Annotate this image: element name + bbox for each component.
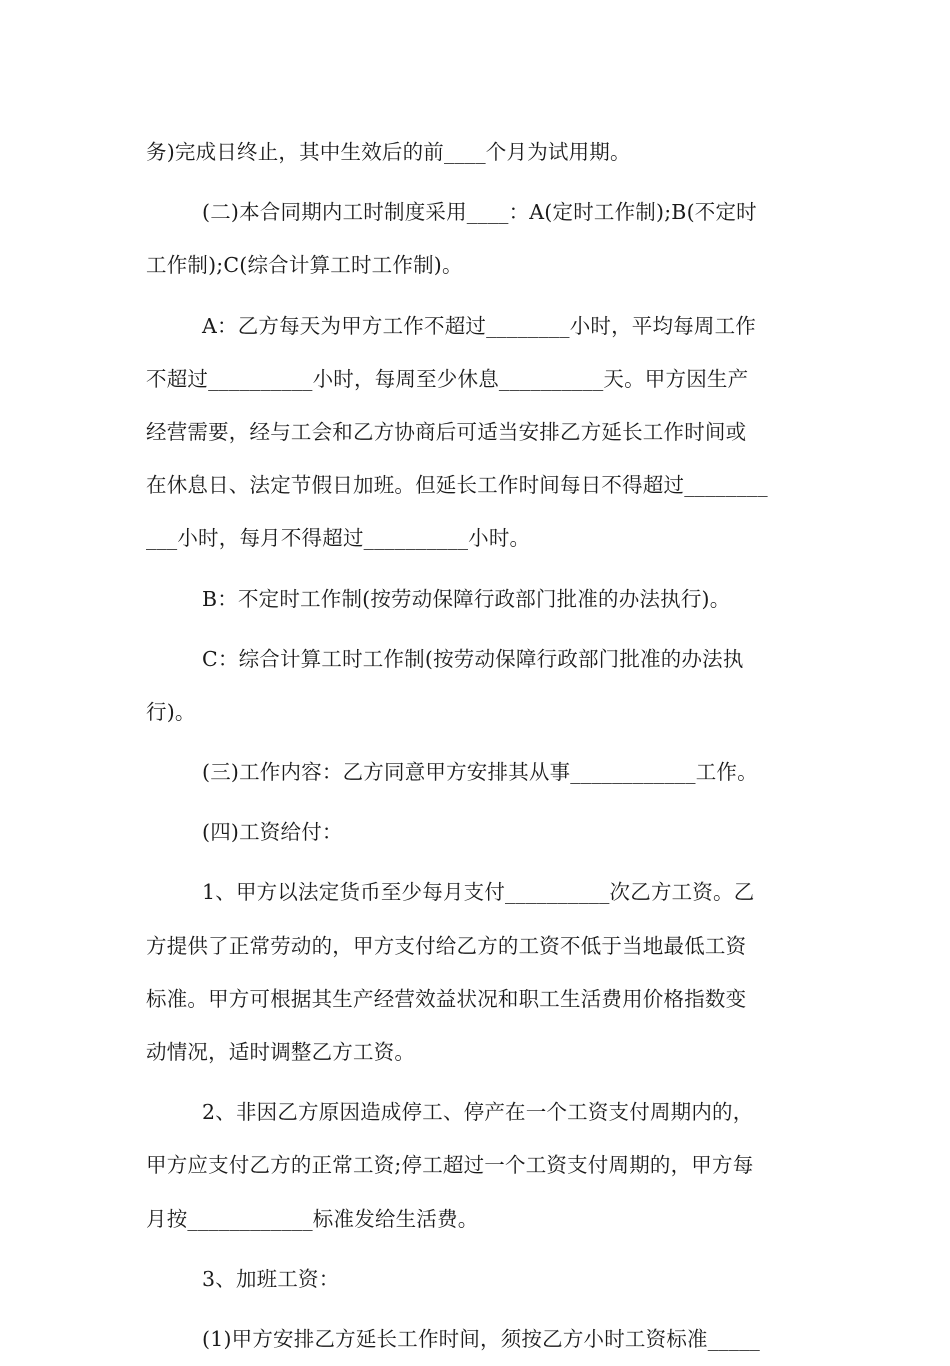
text-line: 在休息日、法定节假日加班。但延长工作时间每日不得超过________	[146, 473, 768, 498]
paragraph-option-c: C：综合计算工时工作制(按劳动保障行政部门批准的办法执	[202, 646, 744, 671]
text-line: 经营需要，经与工会和乙方协商后可适当安排乙方延长工作时间或	[146, 419, 747, 444]
text-line: 月按____________标准发给生活费。	[146, 1206, 479, 1231]
paragraph-work-hours-system: (二)本合同期内工时制度采用____：A(定时工作制);B(不定时	[202, 200, 757, 225]
text-line: 动情况，适时调整乙方工资。	[146, 1040, 416, 1064]
paragraph-overtime-item-1: (1)甲方安排乙方延长工作时间，须按乙方小时工资标准_____	[202, 1326, 760, 1351]
contract-body	[146, 126, 808, 1366]
paragraph-wage-item-1: 1、甲方以法定货币至少每月支付__________次乙方工资。乙	[202, 880, 755, 905]
paragraph-wage-item-2: 2、非因乙方原因造成停工、停产在一个工资支付周期内的，	[202, 1100, 754, 1125]
paragraph-wage-payment-heading: (四)工资给付：	[202, 820, 343, 845]
paragraph-option-b: B：不定时工作制(按劳动保障行政部门批准的办法执行)。	[202, 586, 731, 611]
text-line: 务)完成日终止，其中生效后的前____个月为试用期。	[146, 140, 631, 164]
text-line: 标准。甲方可根据其生产经营效益状况和职工生活费用价格指数变	[146, 986, 747, 1011]
paragraph-overtime-heading: 3、加班工资：	[202, 1266, 340, 1291]
text-line: ___小时，每月不得超过__________小时。	[146, 526, 531, 551]
text-line: 方提供了正常劳动的，甲方支付给乙方的工资不低于当地最低工资	[146, 933, 747, 958]
paragraph-option-a: A：乙方每天为甲方工作不超过________小时，平均每周工作	[202, 313, 757, 338]
text-line: 工作制);C(综合计算工时工作制)。	[146, 253, 463, 278]
paragraph-work-content: (三)工作内容：乙方同意甲方安排其从事____________工作。	[202, 760, 758, 785]
text-line: 不超过__________小时，每周至少休息__________天。甲方因生产	[146, 366, 749, 391]
text-line: 行)。	[146, 699, 196, 724]
text-line: 甲方应支付乙方的正常工资;停工超过一个工资支付周期的，甲方每	[146, 1153, 754, 1178]
